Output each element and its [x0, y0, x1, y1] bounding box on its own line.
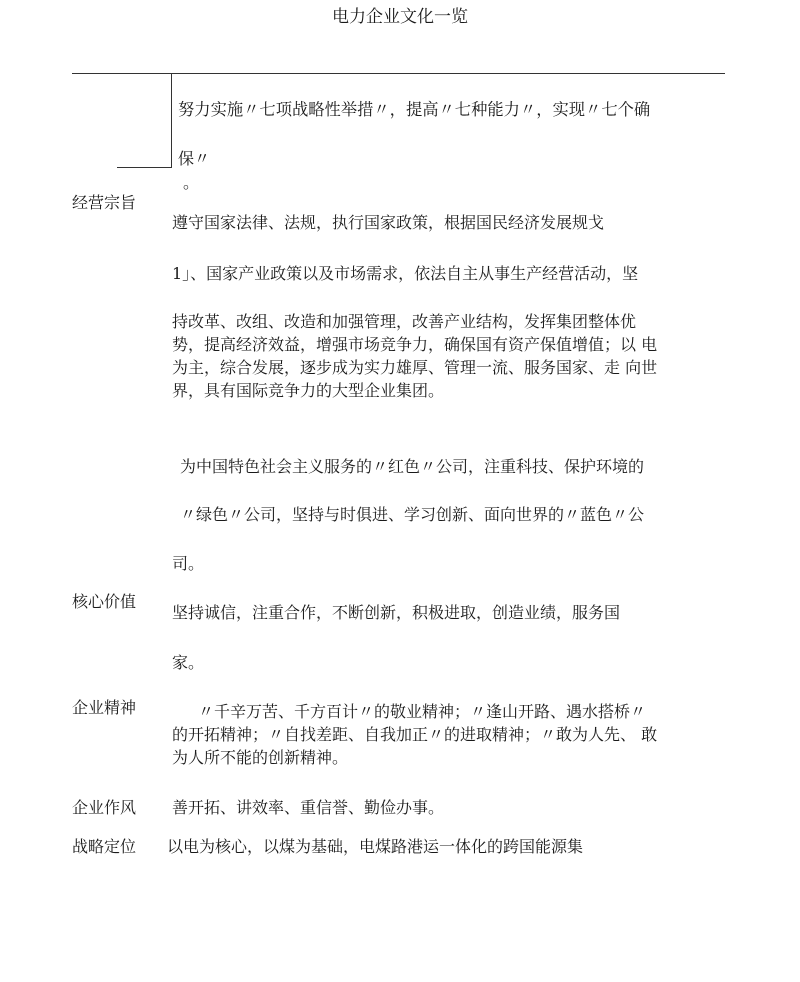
- strategy-label: 战略定位: [72, 837, 137, 856]
- purpose-line-1: 遵守国家法律、法规，执行国家政策，根据国民经济发展规戈: [172, 213, 605, 232]
- table-top-border: [72, 73, 725, 74]
- spirit-line-1: 〃千辛万苦、千方百计〃的敬业精神；〃逢山开路、遇水搭桥〃: [198, 702, 647, 721]
- table-cell-divider: [171, 73, 172, 168]
- vision-line-1: 为中国特色社会主义服务的〃红色〃公司，注重科技、保护环境的: [180, 457, 645, 476]
- purpose-line-2: 1」、国家产业政策以及市场需求，依法自主从事生产经营活动，坚: [172, 264, 639, 283]
- style-line-1: 善开拓、讲效率、重信誉、勤俭办事。: [172, 798, 445, 817]
- values-label: 核心价值: [72, 592, 137, 611]
- strategy-line-1: 以电为核心，以煤为基础，电煤路港运一体化的跨国能源集: [167, 837, 584, 856]
- spirit-label: 企业精神: [72, 698, 137, 717]
- page-title: 电力企业文化一览: [332, 7, 468, 27]
- purpose-label: 经营宗旨: [72, 193, 137, 212]
- purpose-line-4: 势，提高经济效益，增强市场竞争力，确保国有资产保值增值；以 电: [172, 335, 658, 354]
- table-cell-bottom-border: [117, 167, 172, 168]
- values-line-1: 坚持诚信，注重合作，不断创新，积极进取，创造业绩，服务国: [172, 603, 621, 622]
- mission-line-1: 努力实施〃七项战略性举措〃，提高〃七种能力〃，实现〃七个确: [178, 100, 651, 119]
- mission-line-2: 保〃: [178, 149, 211, 168]
- mission-line-3: 。: [183, 173, 200, 192]
- purpose-line-3: 持改革、改组、改造和加强管理，改善产业结构，发挥集团整体优: [172, 312, 637, 331]
- values-line-2: 家。: [172, 653, 205, 672]
- style-label: 企业作风: [72, 798, 137, 817]
- spirit-line-2: 的开拓精神；〃自找差距、自我加正〃的进取精神；〃敢为人先、 敢: [172, 725, 658, 744]
- vision-line-2: 〃绿色〃公司，坚持与时俱进、学习创新、面向世界的〃蓝色〃公: [180, 505, 645, 524]
- spirit-line-3: 为人所不能的创新精神。: [172, 748, 349, 767]
- purpose-line-5: 为主，综合发展，逐步成为实力雄厚、管理一流、服务国家、走 向世: [172, 358, 658, 377]
- vision-line-3: 司。: [172, 554, 205, 573]
- purpose-line-6: 界，具有国际竞争力的大型企业集团。: [172, 381, 445, 400]
